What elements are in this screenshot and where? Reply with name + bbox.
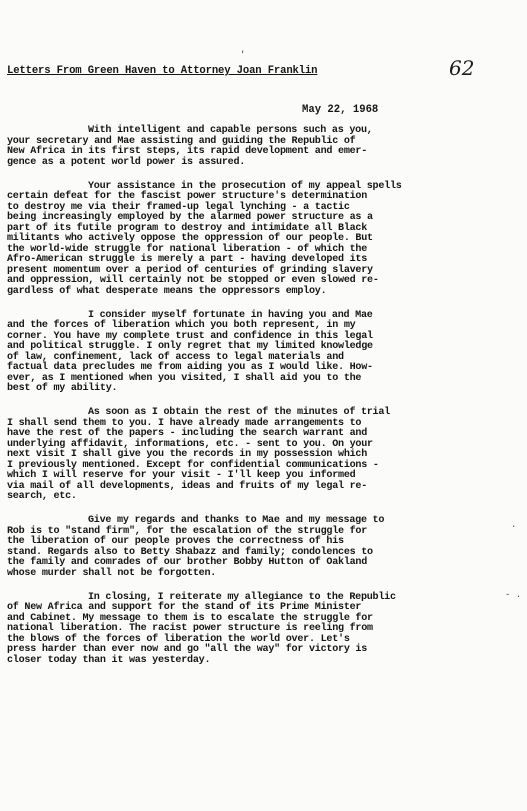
text-line: Your assistance in the prosecution of my appeal spells xyxy=(88,180,402,192)
text-line: press harder than ever now and go "all the way" for victory is xyxy=(7,644,368,655)
scan-speck: . xyxy=(511,520,517,530)
text-line: and political struggle. I only regret that my limited knowledge xyxy=(7,341,373,352)
text-line: whose murder shall not be forgotten. xyxy=(7,567,217,579)
text-line: being increasingly employed by the alarmed power structure as a xyxy=(7,212,373,223)
letter-body xyxy=(7,126,521,680)
text-line: stand. Regards also to Betty Shabazz and family; condolences to xyxy=(7,546,373,558)
text-line: I previously mentioned. Except for confidential communications - xyxy=(7,459,379,471)
text-line: As soon as I obtain the rest of the minutes of trial xyxy=(88,407,390,418)
letter-date: May 22, 1968 xyxy=(302,104,379,116)
text-line: of New Africa and support for the stand of its Prime Minister xyxy=(7,602,362,613)
letter-paragraph xyxy=(7,126,521,168)
text-line: part of its futile program to destroy and intimidate all Black xyxy=(7,222,368,234)
text-line: and Cabinet. My message to them is to escalate the struggle for xyxy=(7,612,373,624)
text-line: best of my ability. xyxy=(7,383,118,394)
text-line: to destroy me via their framed-up legal lynching - a tactic xyxy=(7,201,350,213)
text-line: and the forces of liberation which you both represent, in my xyxy=(7,320,356,331)
text-line: gardless of what desperate means the oppressors employ. xyxy=(7,285,327,297)
text-line: closer today than it was yesterday. xyxy=(7,654,211,666)
text-line: your secretary and Mae assisting and guiding the Republic of xyxy=(7,135,356,147)
letter-paragraph xyxy=(7,182,521,298)
text-line: the world-wide struggle for national liberation - of which the xyxy=(7,243,368,255)
text-line: I shall send them to you. I have already made arrangements to xyxy=(7,417,362,429)
text-line: Give my regards and thanks to Mae and my message to xyxy=(88,515,385,526)
text-line: have the rest of the papers - including the search warrant and xyxy=(7,428,368,439)
text-line: and oppression, will certainly not be stopped or even slowed re- xyxy=(7,275,379,286)
text-line: Rob is to "stand firm", for the escalation of the struggle for xyxy=(7,525,368,537)
letter-paragraph xyxy=(7,311,521,395)
text-line: gence as a potent world power is assured. xyxy=(7,156,246,168)
text-line: ever, as I mentioned when you visited, I shall aid you to the xyxy=(7,372,362,384)
text-line: In closing, I reiterate my allegiance to the Republic xyxy=(88,591,396,603)
text-line: I consider myself fortunate in having you and Mae xyxy=(88,309,373,321)
text-line: Afro-American struggle is merely a part - having developed its xyxy=(7,254,368,265)
text-line: corner. You have my complete trust and confidence in this legal xyxy=(7,330,373,342)
letter-paragraph xyxy=(7,593,521,667)
text-line: search, etc. xyxy=(7,491,77,502)
scan-speck: - . xyxy=(505,590,522,600)
text-line: of law, confinement, lack of access to legal materials and xyxy=(7,351,344,363)
text-line: New Africa in its first steps, its rapid development and emer- xyxy=(7,146,368,157)
text-line: the blows of the forces of liberation the world over. Let's xyxy=(7,633,350,645)
text-line: next visit I shall give you the records in my possession which xyxy=(7,449,368,460)
text-line: underlying affidavit, informations, etc. - sent to you. On your xyxy=(7,438,373,450)
text-line: the liberation of our people proves the correctness of his xyxy=(7,536,344,547)
text-line: which I will reserve for your visit - I'll keep you informed xyxy=(7,470,356,481)
letter-paragraph xyxy=(7,408,521,503)
letter-paragraph xyxy=(7,516,521,579)
text-line: With intelligent and capable persons such as you, xyxy=(88,125,373,136)
letter-heading: Letters From Green Haven to Attorney Joan Franklin xyxy=(7,65,318,77)
text-line: the family and comrades of our brother Bobby Hutton of Oakland xyxy=(7,557,368,568)
text-line: present momentum over a period of centuries of grinding slavery xyxy=(7,264,373,276)
text-line: factual data precludes me from aiding you as I would like. How- xyxy=(7,362,373,373)
handwritten-page-number: 62 xyxy=(449,56,475,80)
text-line: via mail of all developments, ideas and fruits of my legal re- xyxy=(7,480,368,492)
text-line: certain defeat for the fascist power structure's determination xyxy=(7,191,368,202)
text-line: national liberation. The racist power structure is reeling from xyxy=(7,623,373,634)
text-line: militants who actively oppose the oppression of our people. But xyxy=(7,233,373,244)
scan-speck: ' xyxy=(240,50,246,60)
